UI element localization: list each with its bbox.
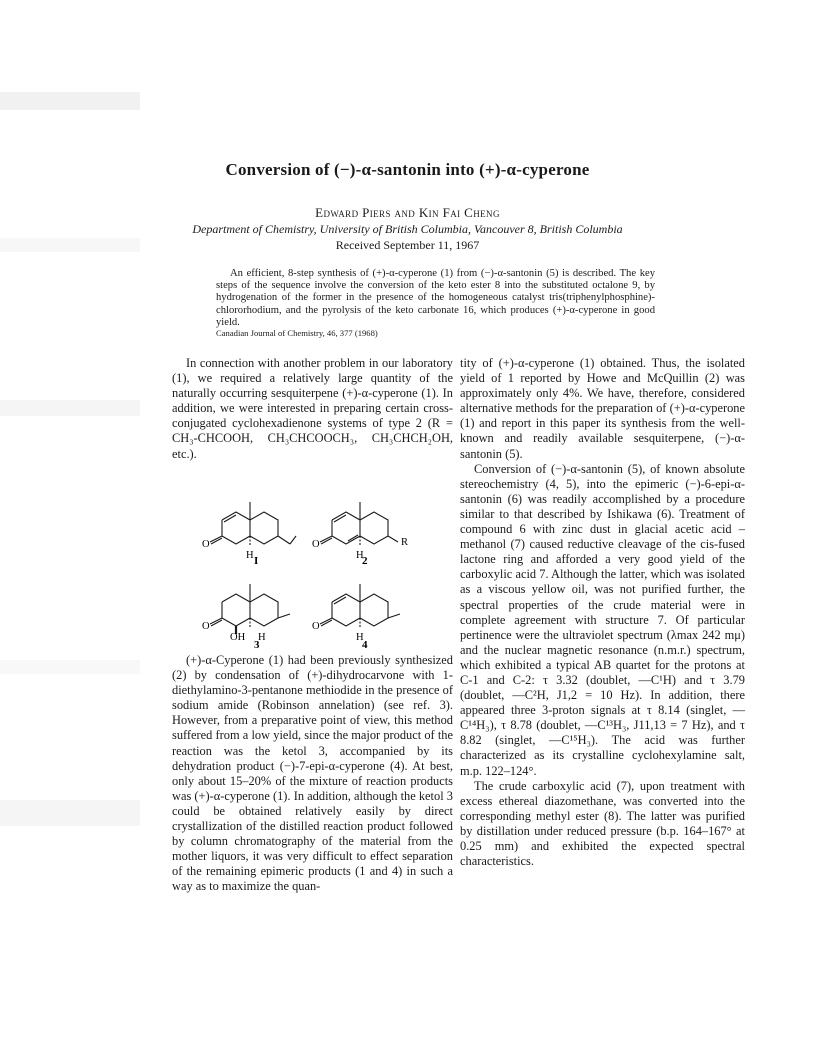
compound-label: 4	[362, 639, 368, 650]
margin-smudge	[0, 400, 140, 416]
margin-smudge	[0, 92, 140, 110]
journal-reference: Canadian Journal of Chemistry, 46, 377 (1968)	[216, 328, 378, 338]
paragraph: The crude carboxylic acid (7), upon treatment with excess ethereal diazomethane, was converted into the corresponding methyl ester (8). The latter was purified by distillation under reduced pressure (b.p. 164–167° at 0.25 mm) and exhibited the expected spectral characteristics.	[460, 778, 745, 869]
structure-2	[320, 502, 398, 546]
atom-label: H	[356, 632, 364, 643]
article-authors: Edward Piers and Kin Fai Cheng	[315, 205, 500, 220]
atom-label: O	[202, 621, 210, 632]
author-affiliation: Department of Chemistry, University of British Columbia, Vancouver 8, British Columbia	[192, 222, 623, 236]
margin-smudge	[0, 800, 140, 826]
margin-smudge	[0, 660, 140, 674]
compound-label: 3	[254, 639, 260, 650]
atom-label: H	[246, 550, 254, 561]
right-column	[460, 356, 745, 869]
left-column-top	[172, 356, 453, 462]
paragraph: In connection with another problem in our laboratory (1), we required a relatively large quantity of the naturally occurring sesquiterpene (+)-α-cyperone (1). In addition, we were interested in preparing certain cross-conjugated cyclohexadienone systems of type 2 (R = CH₃-CHCOOH, CH₃CHCOOCH₃, CH₃CHCH₂OH, etc.).	[172, 356, 453, 461]
compound-label: I	[254, 555, 259, 567]
abstract: An efficient, 8-step synthesis of (+)-α-cyperone (1) from (−)-α-santonin (5) is described. The key steps of the sequence involve the conversion of the keto ester 8 into the substituted octalone 9, by hydrogenation of the former in the presence of the homogeneous catalyst tris(triphenylphosphine)-chlororhodium, and the pyrolysis of the keto carbonate 16, which produces (+)-α-cyperone in good yield.	[216, 268, 655, 328]
structure-drawing	[172, 484, 453, 650]
atom-label: O	[312, 539, 320, 550]
atom-label: OH	[230, 632, 246, 643]
atom-label: O	[202, 539, 210, 550]
atom-label: O	[312, 621, 320, 632]
atom-label: R	[401, 537, 409, 548]
atom-label: H	[258, 632, 266, 643]
paragraph: Conversion of (−)-α-santonin (5), of known absolute stereochemistry (4, 5), into the epimeric (−)-6-epi-α-santonin (6) was readily accomplished by a procedure similar to that described by Ishikawa (6). Treatment of compound 6 with zinc dust in glacial acetic acid – methanol (7) caused reductive cleavage of the cis-fused lactone ring and afforded a very good yield of the carboxylic acid 7. Although the latter, which was isolated as a viscous yellow oil, was not purified further, the spectral properties of the crude material were in complete agreement with structure 7. Of particular pertinence were the ultraviolet spectrum (λmax 242 mμ) and the nuclear magnetic resonance (n.m.r.) spectrum, which exhibited a typical AB quartet for the protons at C-1 and C-2: τ 3.32 (doublet, —C¹H) and τ 3.79 (doublet, —C²H, J1,2 = 10 Hz). In addition, there appeared three 3-proton signals at τ 8.14 (singlet, —C¹⁴H₃), τ 8.78 (doublet, —C¹³H₃, J11,13 = 7 Hz), and τ 8.82 (singlet, —C¹⁵H₃). The acid was further characterized as its crystalline cyclohexylamine salt, m.p. 122–124°.	[460, 461, 745, 778]
left-column-bottom	[172, 653, 453, 895]
atom-label: H	[356, 550, 364, 561]
chemical-structures	[172, 484, 453, 650]
compound-label: 2	[362, 555, 368, 567]
article-title: Conversion of (−)-α-santonin into (+)-α-cyperone	[225, 160, 590, 179]
paragraph: tity of (+)-α-cyperone (1) obtained. Thus, the isolated yield of 1 reported by Howe and McQuillin (2) was approximately only 4%. We have, therefore, considered alternative methods for the preparation of (+)-α-cyperone (1) and report in this paper its synthesis from the well-known and readily available sesquiterpene, (−)-α-santonin (5).	[460, 356, 745, 461]
structure-3	[210, 584, 290, 634]
received-date: Received September 11, 1967	[335, 238, 480, 252]
paragraph: (+)-α-Cyperone (1) had been previously synthesized (2) by condensation of (+)-dihydrocarvone with 1-diethylamino-3-pentanone methiodide in the presence of sodium amide (Robinson annelation) (see ref. 3). However, from a preparative point of view, this method suffered from a low yield, since the major product of the reaction was the ketol 3, accompanied by its dehydration product (−)-7-epi-α-cyperone (4). At best, only about 15–20% of the mixture of reaction products was (+)-α-cyperone (1). In addition, although the ketol 3 could be obtained relatively easily by direct crystallization of the distilled reaction product followed by column chromatography of the material from the mother liquors, it was very difficult to effect separation of the remaining epimeric products (1 and 4) in such a way as to maximize the quan-	[172, 653, 453, 894]
structure-4	[320, 584, 400, 628]
structure-1	[210, 502, 296, 546]
